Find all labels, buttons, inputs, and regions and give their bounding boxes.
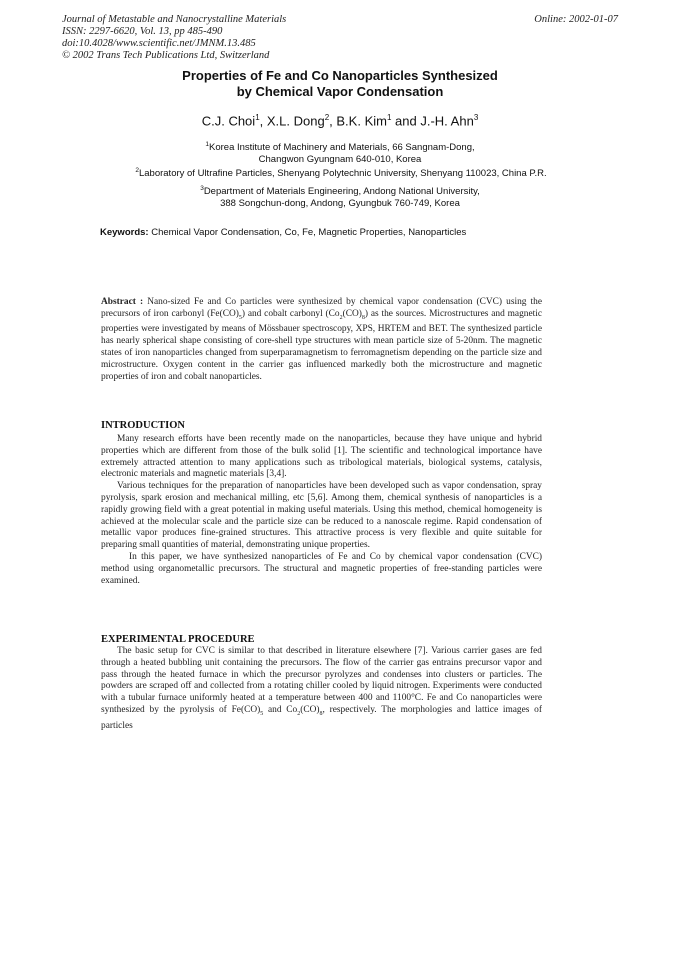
affiliation-3 [100, 183, 580, 210]
journal-name: Journal of Metastable and Nanocrystalline Materials [62, 14, 287, 25]
affiliation-line: 388 Songchun-dong, Andong, Gyungbuk 760-749, Korea [220, 198, 460, 210]
section-experimental [101, 646, 542, 732]
section-heading-experimental: EXPERIMENTAL PROCEDURE [101, 634, 255, 645]
affiliation-line: Changwon Gyungnam 640-010, Korea [258, 154, 422, 166]
title-line-1: Properties of Fe and Co Nanoparticles Synthesized [182, 68, 498, 83]
paragraph: Many research efforts have been recently made on the nanoparticles, because they have unique and hybrid properties which are different from those of the bulk solid [1]. The scientific and technological importance have extremely attracted attention to many applications such as tribological materials, biological systems, catalysis, electronic materials and magnetic materials [3,4]. [101, 434, 542, 480]
author-separator: , [329, 113, 337, 129]
author-affiliation-mark: 3 [473, 113, 479, 122]
affiliation-1 [100, 139, 580, 166]
affiliation-mark: 3 [200, 185, 204, 192]
paragraph-text: and Co [263, 704, 298, 715]
abstract-text: ) and cobalt carbonyl (Co [241, 308, 340, 319]
author-conjunction: and [391, 113, 421, 129]
title-line-2: by Chemical Vapor Condensation [236, 84, 444, 99]
paper-title [60, 68, 620, 100]
paragraph [101, 646, 542, 732]
journal-issn: ISSN: 2297-6620, Vol. 13, pp 485-490 [62, 26, 223, 37]
abstract-label: Abstract : [101, 297, 144, 307]
journal-copyright: © 2002 Trans Tech Publications Ltd, Switzerland [62, 50, 270, 61]
paragraph: In this paper, we have synthesized nanoparticles of Fe and Co by chemical vapor condensation (CVC) method using organometallic precursors. The structural and magnetic properties of free-standing particles were examined. [101, 551, 542, 586]
section-introduction [101, 434, 542, 587]
paragraph: Various techniques for the preparation of nanoparticles have been developed such as vapor condensation, spray pyrolysis, spark erosion and mechanical milling, etc [5,6]. Among them, chemical synthesis of nanoparticles is a rapidly growing field with a great potential in making useful materials. Using this method, chemical homogeneity is achieved at the molecular scale and the particle size can be reduced to a nanoscale regime. Rapid condensation of metallic vapor produces fine-grained structures. This attractive process is very flexible and quite suitable for preparing small quantities of material, demonstrating unique properties. [101, 481, 542, 551]
paragraph-text: , respectively. The morphologies and lattice images of particles [101, 704, 542, 731]
abstract [101, 297, 542, 383]
subscript: 2 [297, 710, 301, 717]
paragraph-text: (CO) [300, 704, 320, 715]
affiliation-mark: 2 [135, 167, 139, 174]
abstract-text: Nano-sized Fe and Co particles were synthesized by chemical vapor condensation (CVC) using the precursors of iron carbonyl (Fe(CO) [101, 297, 543, 319]
affiliation-mark: 1 [205, 141, 209, 148]
abstract-text: ) as the sources. Microstructures and magnetic properties were investigated by means of Mössbauer spectroscopy, XPS, HRTEM and BET. The synthesized particle has nearly spherical shape consisting of core-shell type structures with mean particle size of 5-20nm. The magnetic states of iron nanoparticles changed from superparamagnetism to ferromagnetism depending on the particle size and microstructure. Oxygen content in the carrier gas influenced markedly both the microstructure and magnetic properties of iron and cobalt nanoparticles. [101, 308, 542, 382]
author-name: J.-H. Ahn [420, 113, 474, 129]
subscript: 5 [260, 710, 264, 717]
subscript: 8 [361, 314, 365, 321]
author-list [60, 113, 620, 128]
affiliation-2 [96, 165, 586, 180]
subscript: 2 [339, 314, 343, 321]
author-affiliation-mark: 1 [255, 113, 260, 122]
subscript: 5 [238, 314, 242, 321]
affiliation-line: Laboratory of Ultrafine Particles, Shenyang Polytechnic University, Shenyang 110023, China P.R. [138, 168, 547, 180]
author-affiliation-mark: 2 [324, 113, 330, 122]
section-heading-introduction: INTRODUCTION [101, 420, 186, 431]
affiliation-line: Korea Institute of Machinery and Materials, 66 Sangnam-Dong, [209, 142, 475, 154]
keywords-label: Keywords: [100, 227, 149, 238]
journal-header [62, 14, 618, 62]
online-date: Online: 2002-01-07 [534, 14, 618, 25]
subscript: 8 [319, 710, 323, 717]
author-name: B.K. Kim [336, 113, 387, 129]
author-affiliation-mark: 1 [386, 113, 392, 122]
paragraph-text: The basic setup for CVC is similar to that described in literature elsewhere [7]. Various carrier gases are fed through a heated bubbling unit containing the precursors. The flow of the carrier gas entrains precursor vapor and pass through the heated furnace in which the precursor pyrolyzes and condenses into clusters or particles. The powders are scraped off and collected from a rotating chiller cooled by liquid nitrogen. Experiments were conducted with a tubular furnace uniformly heated at a temperature between 400 and 1100°C. Fe and Co nanoparticles were synthesized by the pyrolysis of Fe(CO) [101, 646, 542, 715]
affiliation-line: Department of Materials Engineering, Andong National University, [203, 186, 480, 198]
abstract-text: (CO) [342, 308, 362, 319]
author-name: X.L. Dong [266, 113, 325, 129]
keywords-text: Chemical Vapor Condensation, Co, Fe, Magnetic Properties, Nanoparticles [151, 227, 467, 238]
keywords [100, 227, 580, 239]
author-separator: , [259, 113, 267, 129]
journal-doi[interactable]: doi:10.4028/www.scientific.net/JMNM.13.485 [62, 38, 256, 49]
author-name: C.J. Choi [201, 113, 256, 129]
